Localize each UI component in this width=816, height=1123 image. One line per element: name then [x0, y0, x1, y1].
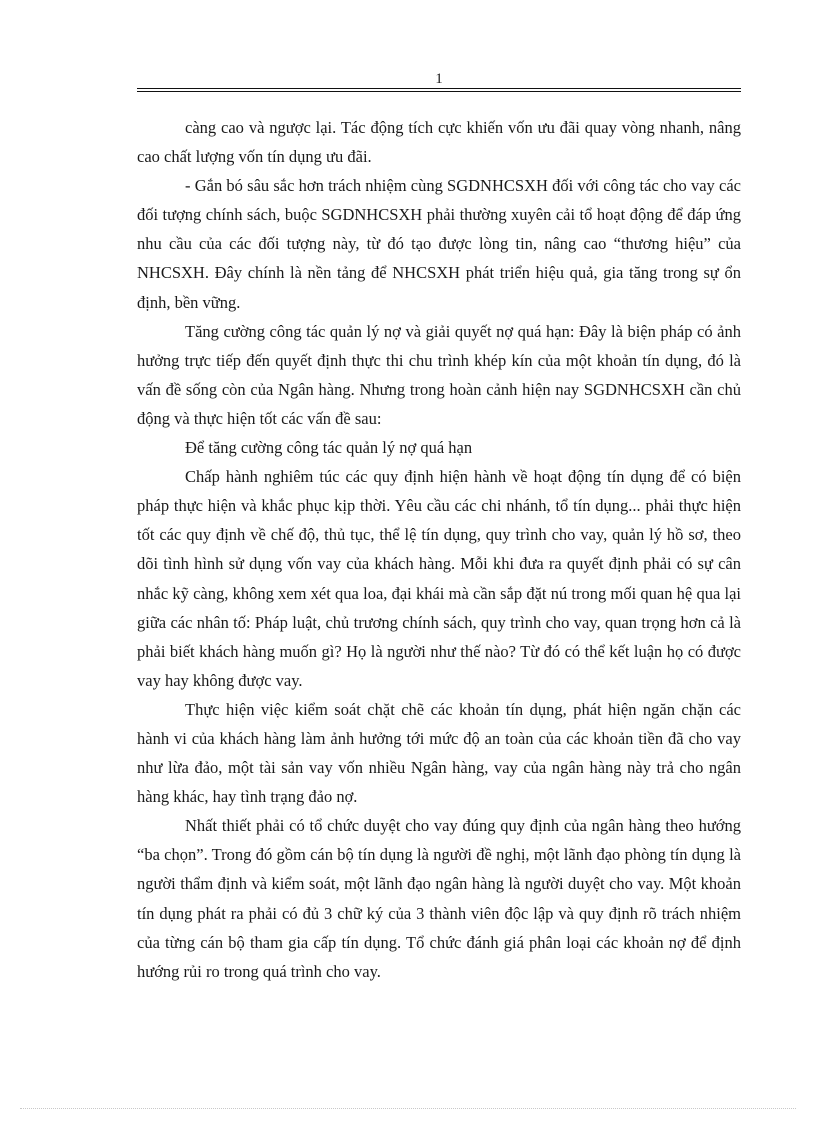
paragraph-regulations: Chấp hành nghiêm túc các quy định hiện hành về hoạt động tín dụng để có biện pháp thực hiện và khắc phục kịp thời. Yêu cầu các chi nhánh, tổ tín dụng... phải thực hiện tốt các quy định về chế độ, thủ tục, thể lệ tín dụng, quy trình cho vay, quản lý hồ sơ, theo dõi tình hình sử dụng vốn vay của khách hàng. Mỗi khi đưa ra quyết định phải có sự cân nhắc kỹ càng, không xem xét qua loa, đại khái mà cần sắp đặt nú trong mối quan hệ qua lại giữa các nhân tố: Pháp luật, chủ trương chính sách, quy trình cho vay, quan trọng hơn cả là phải biết khách hàng muốn gì? Họ là người như thế nào? Từ đó có thể kết luận họ có được vay hay không được vay.	[137, 467, 741, 690]
header-double-rule	[137, 88, 741, 92]
footer-dotted-line	[20, 1108, 796, 1109]
page-number: 1	[435, 71, 443, 87]
paragraph-bullet-responsibility: - Gắn bó sâu sắc hơn trách nhiệm cùng SGDNHCSXH đối với công tác cho vay các đối tượng chính sách, buộc SGDNHCSXH phải thường xuyên cải tổ hoạt động để đáp ứng nhu cầu của các đối tượng này, từ đó tạo được lòng tin, nâng cao “thương hiệu” của NHCSXH. Đây chính là nền tảng để NHCSXH phát triển hiệu quả, gia tăng trong sự ổn định, bền vững.	[137, 176, 741, 312]
paragraph-debt-management: Tăng cường công tác quản lý nợ và giải quyết nợ quá hạn: Đây là biện pháp có ảnh hưởng trực tiếp đến quyết định thực thi chu trình khép kín của một khoản tín dụng, đó là vấn đề sống còn của Ngân hàng. Nhưng trong hoàn cảnh hiện nay SGDNHCSXH cần chủ động và thực hiện tốt các vấn đề sau:	[137, 321, 741, 428]
paragraph-continuation: càng cao và ngược lại. Tác động tích cực khiến vốn ưu đãi quay vòng nhanh, nâng cao chất lượng vốn tín dụng ưu đãi.	[137, 118, 741, 167]
paragraph-overdue-heading: Để tăng cường công tác quản lý nợ quá hạn	[185, 438, 473, 458]
body-text	[137, 113, 741, 986]
paragraph-credit-control: Thực hiện việc kiểm soát chặt chẽ các khoản tín dụng, phát hiện ngăn chặn các hành vi của khách hàng làm ảnh hưởng tới mức độ an toàn của các khoản tiền đã cho vay như lừa đảo, một tài sản vay vốn nhiều Ngân hàng, vay của ngân hàng này trả cho ngân hàng khác, hay tình trạng đảo nợ.	[137, 699, 741, 807]
paragraph-loan-approval: Nhất thiết phải có tổ chức duyệt cho vay đúng quy định của ngân hàng theo hướng “ba chọn”. Trong đó gồm cán bộ tín dụng là người đề nghị, một lãnh đạo phòng tín dụng là người thẩm định và kiểm soát, một lãnh đạo ngân hàng là người duyệt cho vay. Một khoản tín dụng phát ra phải có đủ 3 chữ ký của 3 thành viên độc lập và quy định rõ trách nhiệm của từng cán bộ tham gia cấp tín dụng. Tổ chức đánh giá phân loại các khoản nợ để định hướng rủi ro trong quá trình cho vay.	[137, 816, 741, 981]
